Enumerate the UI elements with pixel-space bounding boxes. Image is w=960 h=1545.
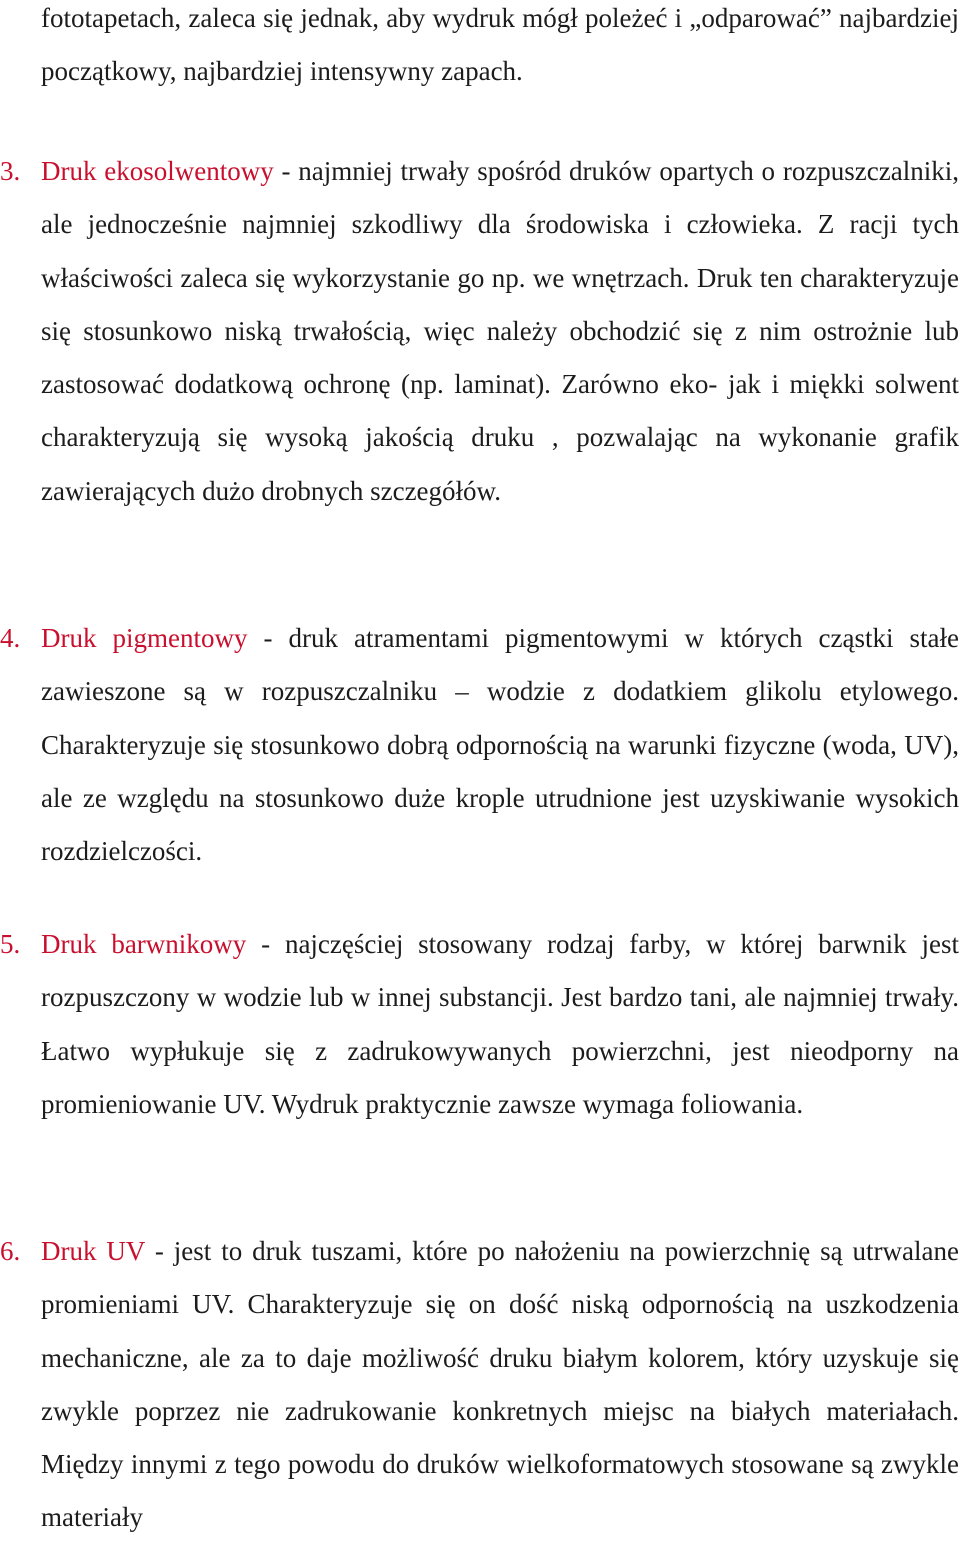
item-text: - najczęściej stosowany rodzaj farby, w której barwnik jest rozpuszczony w wodzie lub w innej substancji. Jest bardzo tani, ale najmniej trwały. Łatwo wypłukuje się z zadrukowywanych powierzchni, jest nieodporny na promieniowanie UV. Wydruk praktycznie zawsze wymaga foliowania.: [41, 929, 959, 1119]
list-item-6: [0, 1225, 960, 1545]
item-term: Druk barwnikowy: [41, 929, 247, 959]
intro-text: fototapetach, zaleca się jednak, aby wydruk mógł poleżeć i „odparować” najbardziej początkowy, najbardziej intensywny zapach.: [41, 3, 959, 87]
item-term: Druk pigmentowy: [41, 623, 248, 653]
item-text: - najmniej trwały spośród druków opartych o rozpuszczalniki, ale jednocześnie najmniej szkodliwy dla środowiska i człowieka. Z racji tych właściwości zaleca się wykorzystanie go np. we wnętrzach. Druk ten charakteryzuje się stosunkowo niską trwałością, więc należy obchodzić się z nim ostrożnie lub zastosować dodatkową ochronę (np. laminat). Zarówno eko- jak i miękki solwent charakteryzują się wysoką jakością druku , pozwalając na wykonanie grafik zawierających dużo drobnych szczegółów.: [41, 156, 960, 506]
item-number: 6.: [0, 1236, 21, 1266]
item-term: Druk UV: [41, 1236, 145, 1266]
intro-paragraph: [41, 0, 959, 99]
list-item-4: [0, 612, 959, 878]
list-item-5: [0, 918, 959, 1131]
item-number: 3.: [0, 156, 21, 186]
list-item-3: [0, 145, 960, 518]
item-number: 4.: [0, 623, 21, 653]
item-text: - druk atramentami pigmentowymi w których cząstki stałe zawieszone są w rozpuszczalniku – wodzie z dodatkiem glikolu etylowego. Charakteryzuje się stosunkowo dobrą odpornością na warunki fizyczne (woda, UV), ale ze względu na stosunkowo duże krople utrudnione jest uzyskiwanie wysokich rozdzielczości.: [41, 623, 959, 867]
item-number: 5.: [0, 929, 21, 959]
item-term: Druk ekosolwentowy: [41, 156, 274, 186]
item-text: - jest to druk tuszami, które po nałożeniu na powierzchnię są utrwalane promieniami UV. Charakteryzuje się on dość niską odpornością na uszkodzenia mechaniczne, ale za to daje możliwość druku białym kolorem, który uzyskuje się zwykle poprzez nie zadrukowanie konkretnych miejsc na białych materiałach. Między innymi z tego powodu do druków wielkoformatowych stosowane są zwykle materiały: [41, 1236, 960, 1533]
